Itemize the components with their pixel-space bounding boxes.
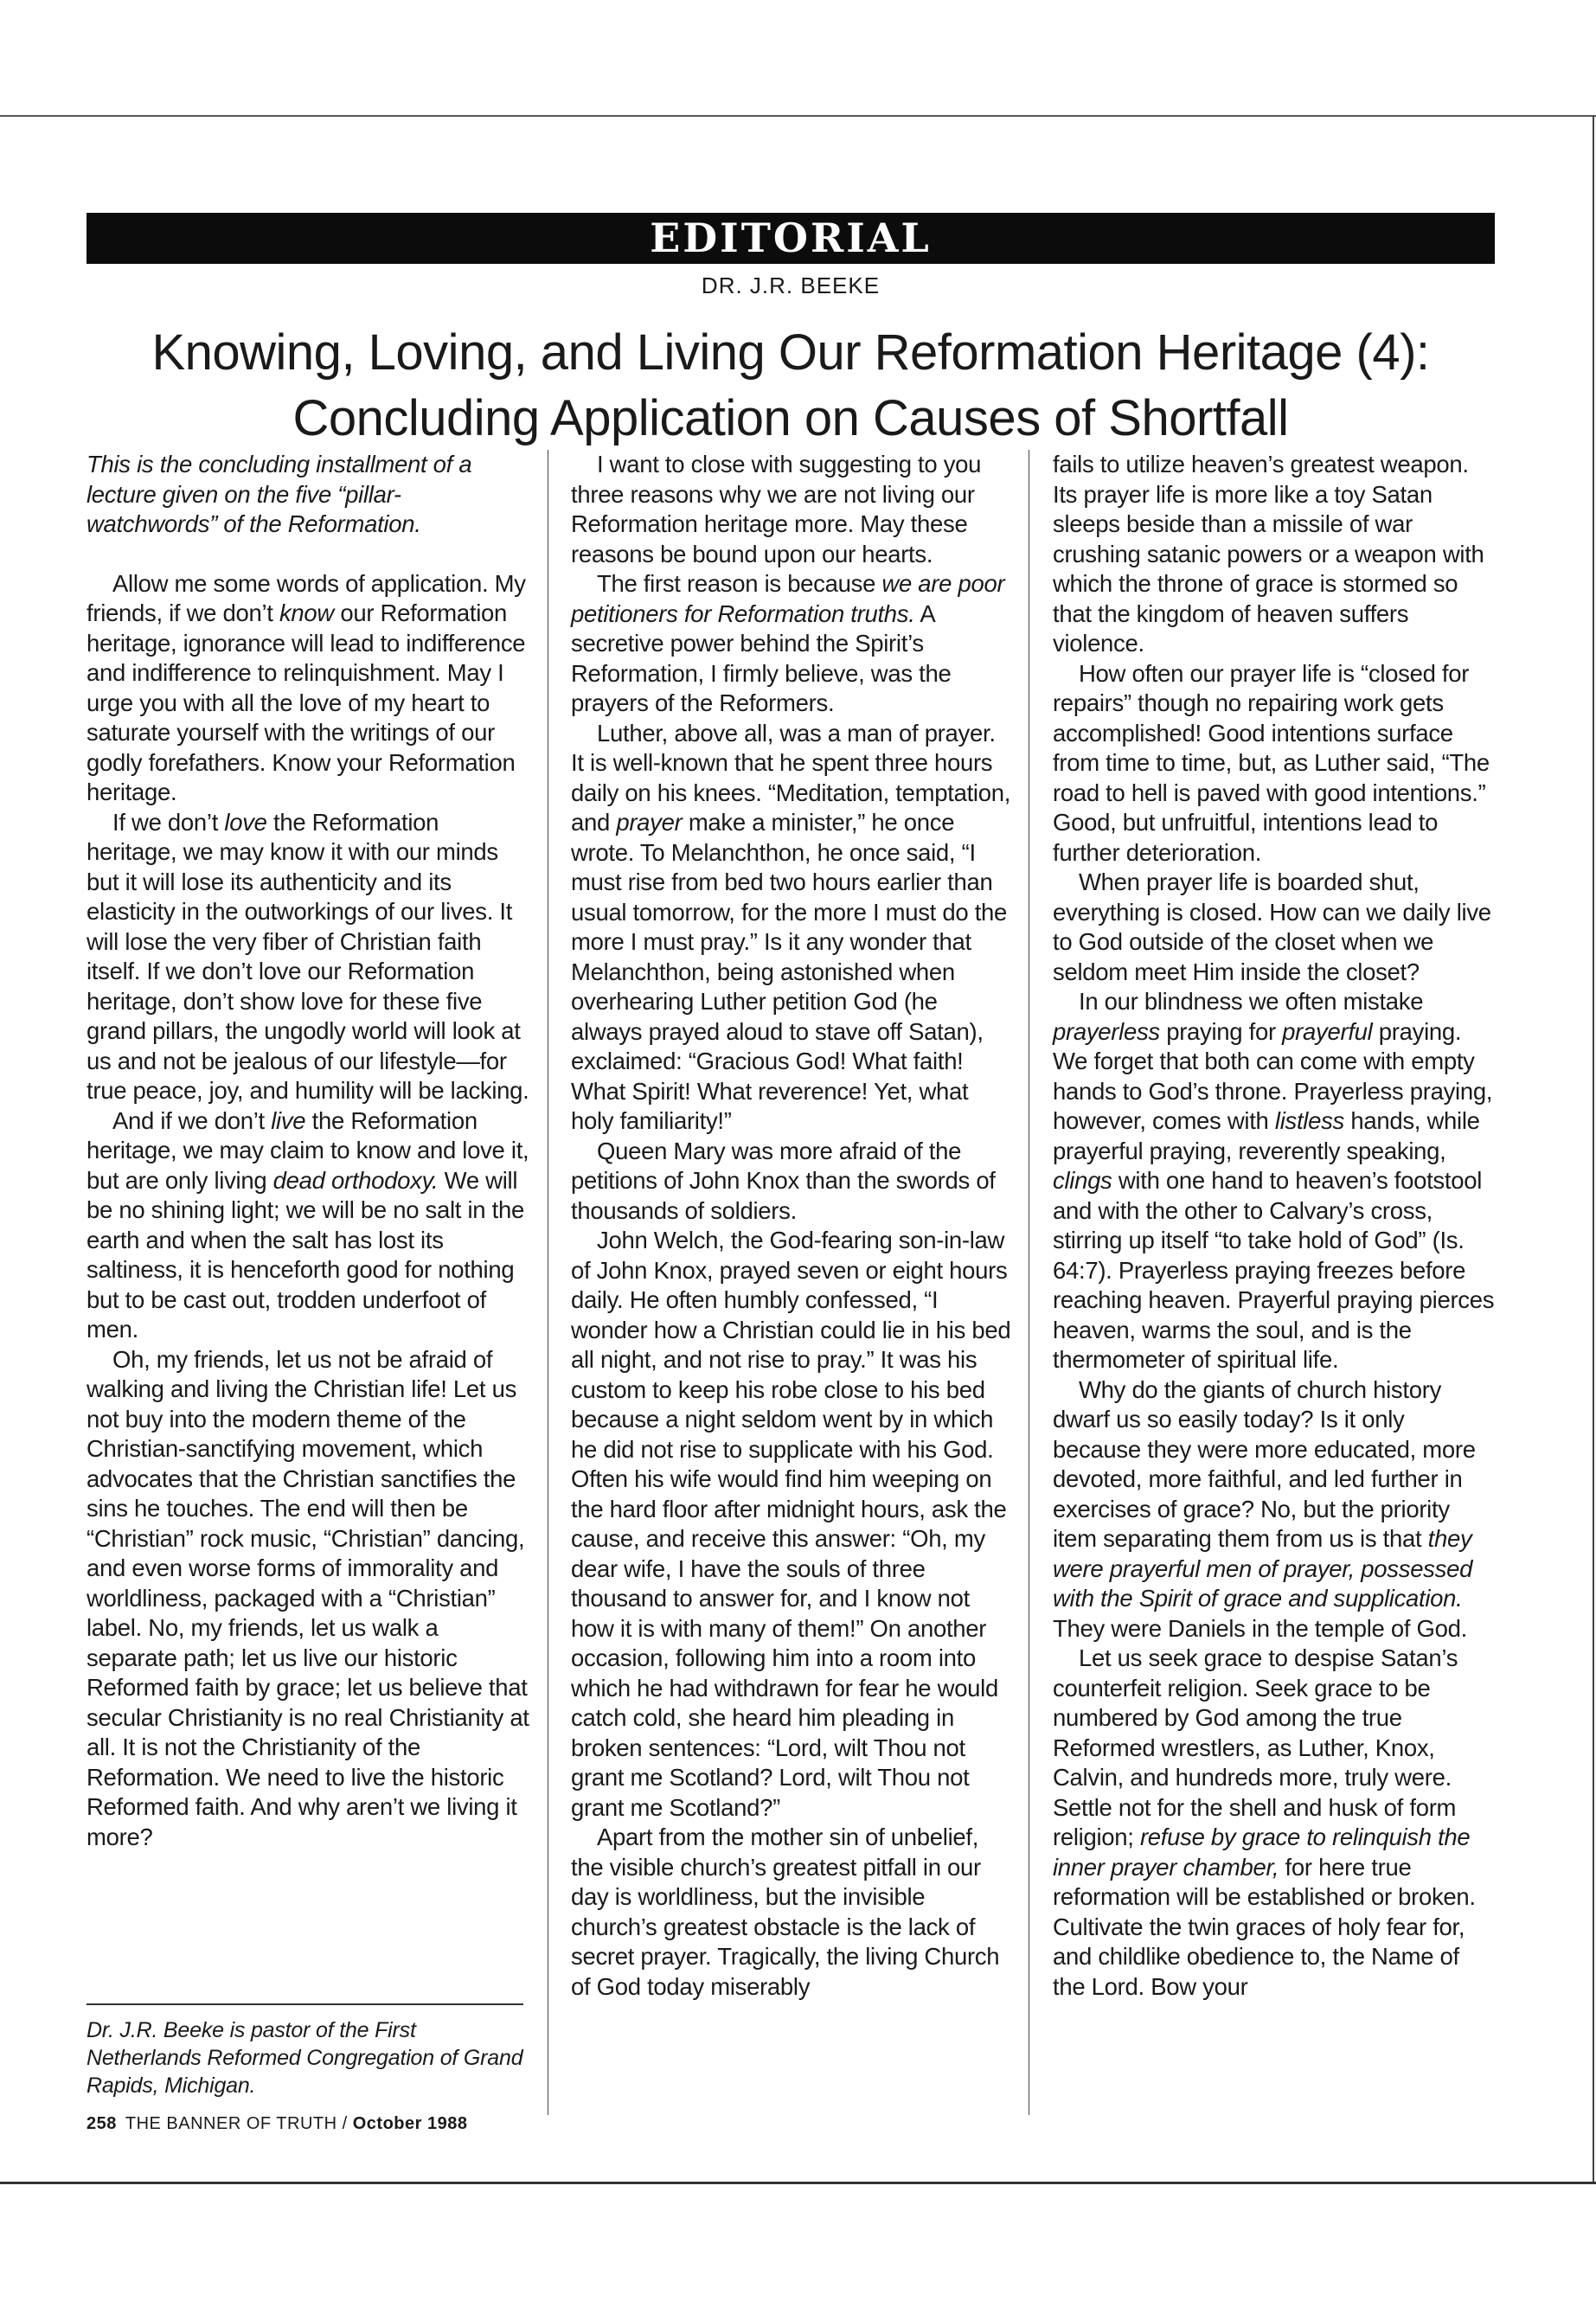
paragraph: I want to close with suggesting to you three reasons why we are not living our Reformation heritage more. May these reasons be bound upon our hearts. [571,451,982,567]
page-number: 258 [87,2114,117,2133]
publication-name: THE BANNER OF TRUTH / [125,2114,353,2133]
section-banner: EDITORIAL [87,213,1495,264]
paragraph: Let us seek grace to despise Satan’s counterfeit religion. Seek grace to be numbered by God among the true Reformed wrestlers, as Luther, Knox, Calvin, and hundreds more, truly were. Settle not for the shell and husk of form religion; refuse by grace to relinquish the inner prayer chamber, for here true reformation will be established or broken. Cultivate the twin graces of holy fear for, and childlike obedience to, the Name of the Lord. Bow your [1053,1644,1476,2000]
paragraph: Allow me some words of application. My friends, if we don’t know our Reformation heritage, ignorance will lead to indifference and indifference to relinquishment. May I urge you with all the love of my heart to saturate yourself with the writings of our godly forefathers. Know your Reformation heritage. [87,569,526,805]
article-title [52,320,1529,452]
page-top-rule [0,115,1596,117]
paragraph: Queen Mary was more afraid of the petitions of John Knox than the swords of thousands of soldiers. [571,1137,996,1224]
paragraph: Luther, above all, was a man of prayer. It is well-known that he spent three hours daily on his knees. “Meditation, temptation, and prayer make a minister,” he once wrote. To Melanchthon, he once said, “I must rise from bed two hours earlier than usual tomorrow, for the more I must do the more I must pray.” Is it any wonder that Melanchthon, being astonished when overhearing Luther petition God (he always prayed aloud to stave off Satan), exclaimed: “Gracious God! What faith! What Spirit! What reverence! Yet, what holy familiarity!” [571,719,1011,1134]
paragraph: Oh, my friends, let us not be afraid of walking and living the Christian life! Let us not buy into the modern theme of the Christian-sanctifying movement, which advocates that the Christian sanctifies the sins he touches. The end will then be “Christian” rock music, “Christian” dancing, and even worse forms of immorality and worldliness, packaged with a “Christian” label. No, my friends, let us walk a separate path; let us live our historic Reformed faith by grace; let us believe that secular Christianity is no real Christianity at all. It is not the Christianity of the Reformation. We need to live the historic Reformed faith. And why aren’t we living it more? [87,1345,529,1850]
column-3 [1053,450,1496,2002]
paragraph: If we don’t love the Reformation heritage, we may know it with our minds but it will lose its authenticity and its elasticity in the outworkings of our lives. It will lose the very fiber of Christian faith itself. If we don’t love our Reformation heritage, don’t show love for these five grand pillars, the ungodly world will look at us and not be jealous of our lifestyle—for true peace, joy, and humility will be lacking. [87,808,529,1104]
paragraph: And if we don’t live the Reformation heritage, we may claim to know and love it, but are only living dead orthodoxy. We will be no shining light; we will be no salt in the earth and when the salt has lost its saltiness, it is henceforth good for nothing but to be cast out, trodden underfoot of men. [87,1106,529,1343]
title-line-2: Concluding Application on Causes of Shortfall [292,390,1289,446]
intro-note: This is the concluding installment of a lecture given on the five “pillar-watchwords” of the Reformation. [87,451,472,537]
paragraph: How often our prayer life is “closed for repairs” though no repairing work gets accomplished! Good intentions surface from time to time, but, as Luther said, “The road to hell is paved with good intentions.” Good, but unfruitful, intentions lead to further deterioration. [1053,659,1490,866]
paragraph: The first reason is because we are poor petitioners for Reformation truths. A secretive power behind the Spirit’s Reformation, I firmly believe, was the prayers of the Reformers. [571,570,1005,716]
paragraph: When prayer life is boarded shut, everything is closed. How can we daily live to God outside of the closet when we seldom meet Him inside the closet? [1053,868,1491,985]
column-2 [571,450,1014,2002]
paragraph: fails to utilize heaven’s greatest weapon. Its prayer life is more like a toy Satan sleeps beside than a missile of war crushing satanic powers or a weapon with which the throne of grace is stormed so that the kingdom of heaven suffers violence. [1053,451,1484,657]
issue-date: October 1988 [352,2114,468,2133]
page-edge [1593,115,1594,2184]
page-bottom-rule [0,2182,1596,2184]
title-line-1: Knowing, Loving, and Living Our Reformation Heritage (4): [151,324,1430,381]
paragraph: Apart from the mother sin of unbelief, the visible church’s greatest pitfall in our day is worldliness, but the invisible church’s greatest obstacle is the lack of secret prayer. Tragically, the living Church of God today miserably [571,1823,1000,2000]
author-bio: Dr. J.R. Beeke is pastor of the First Netherlands Reformed Congregation of Grand Rapids, Michigan. [87,2018,523,2098]
paragraph: Why do the giants of church history dwarf us so easily today? Is it only because they were more educated, more devoted, more faithful, and led further in exercises of grace? No, but the priority item separating them from us is that they were prayerful men of prayer, possessed with the Spirit of grace and supplication. They were Daniels in the temple of God. [1053,1375,1476,1642]
bio-divider [87,2003,523,2005]
paragraph: John Welch, the God-fearing son-in-law of John Knox, prayed seven or eight hours daily. He often humbly confessed, “I wonder how a Christian could lie in his bed all night, and not rise to pray.” It was his custom to keep his robe close to his bed because a night seldom went by in which he did not rise to supplicate with his God. Often his wife would find him weeping on the hard floor after midnight hours, ask the cause, and receive this answer: “Oh, my dear wife, I have the souls of three thousand to answer for, and I know not how it is with many of them!” On another occasion, following him into a room into which he had withdrawn for fear he would catch cold, she heard him pleading in broken sentences: “Lord, wilt Thou not grant me Scotland? Lord, wilt Thou not grant me Scotland?” [571,1227,1011,1821]
paragraph: In our blindness we often mistake prayerless praying for prayerful praying. We forget that both can come with empty hands to God’s throne. Prayerless praying, however, comes with listless hands, while prayerful praying, reverently speaking, clings with one hand to heaven’s footstool and with the other to Calvary’s cross, stirring up itself “to take hold of God” (Is. 64:7). Prayerless praying freezes before reaching heaven. Prayerful praying pierces heaven, warms the soul, and is the thermometer of spiritual life. [1053,988,1495,1373]
page-footer [87,2114,467,2134]
column-1 [87,450,529,1852]
author-byline: DR. J.R. BEEKE [701,272,881,298]
